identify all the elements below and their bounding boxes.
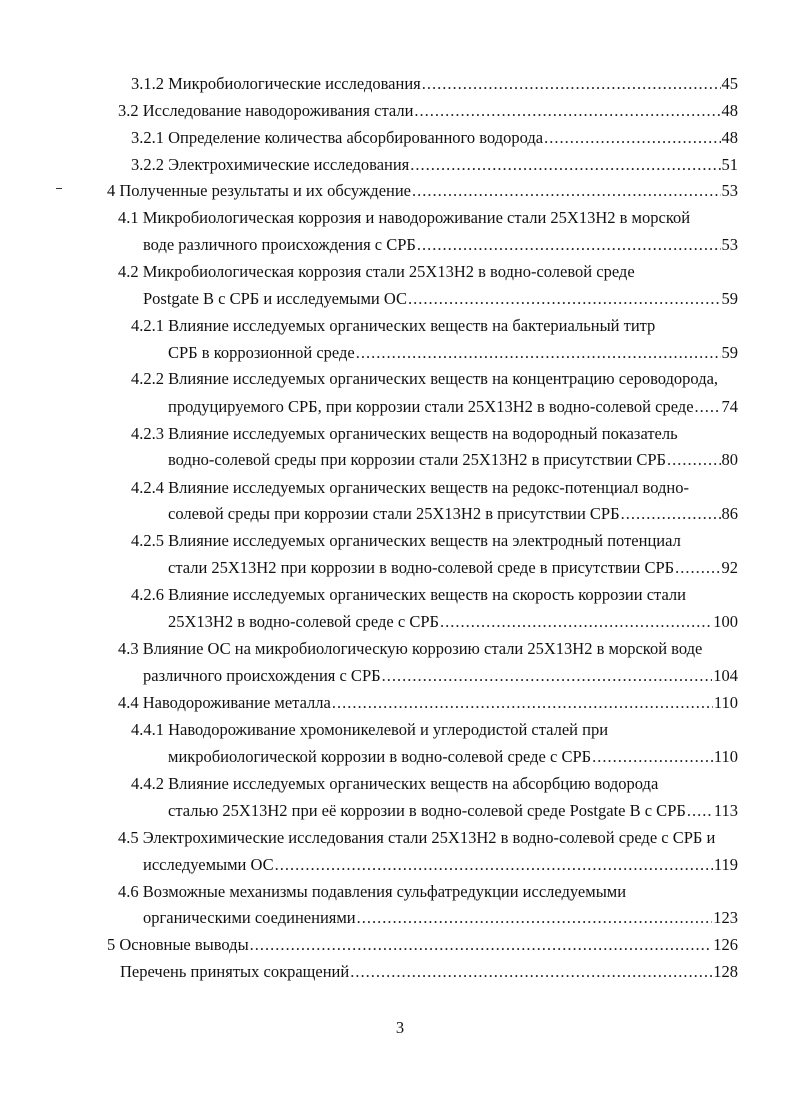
toc-entry-line1: 4.2.3 Влияние исследуемых органических веществ на водородный показатель: [131, 424, 678, 443]
leader-dots: [357, 907, 713, 929]
leader-dots: [417, 234, 721, 256]
toc-entry-line1: 4.2.1 Влияние исследуемых органических веществ на бактериальный титр: [131, 316, 656, 335]
leader-dots: [250, 934, 713, 956]
leader-dots: [382, 665, 713, 687]
toc-entry-line1: 4.2.2 Влияние исследуемых органических веществ на концентрацию сероводорода,: [131, 369, 719, 388]
leader-dots: [408, 288, 721, 310]
toc-entry-line1: 4.6 Возможные механизмы подавления сульфатредукции исследуемыми: [118, 882, 627, 901]
toc-entry: СРБ в коррозионной среде ..... 59: [168, 342, 738, 364]
toc-entry-line1: 4.2.4 Влияние исследуемых органических веществ на редокс-потенциал водно-: [131, 478, 689, 497]
leader-dots: [412, 180, 720, 202]
leader-dots: [414, 100, 720, 122]
toc-entry: водно-солевой среды при коррозии стали 25Х13Н2 в присутствии СРБ ..... 80: [168, 449, 738, 471]
toc-entry: 3.1.2 Микробиологические исследования ..... 45: [131, 73, 738, 95]
leader-dots: [275, 854, 713, 876]
toc-entry: сталью 25Х13Н2 при её коррозии в водно-солевой среде Postgate B с СРБ ..... 113: [168, 800, 738, 822]
leader-dots: [332, 692, 713, 714]
toc-entry-line1: 4.4.1 Наводороживание хромоникелевой и углеродистой сталей при: [131, 720, 609, 739]
toc-entry: стали 25Х13Н2 при коррозии в водно-солевой среде в присутствии СРБ ..... 92: [168, 557, 738, 579]
toc-entry-line1: 4.1 Микробиологическая коррозия и наводороживание стали 25Х13Н2 в морской: [118, 208, 691, 227]
toc-entry: 25Х13Н2 в водно-солевой среде с СРБ ..... 100: [168, 611, 738, 633]
leader-dots: [356, 342, 721, 364]
margin-mark: [56, 188, 62, 189]
page-number: 3: [395, 1018, 405, 1037]
toc-entry-line1: 4.3 Влияние ОС на микробиологическую коррозию стали 25Х13Н2 в морской воде: [118, 639, 703, 658]
toc-entry-line1: 4.2.5 Влияние исследуемых органических веществ на электродный потенциал: [131, 531, 681, 550]
toc-entry: воде различного происхождения с СРБ ..... 53: [143, 234, 738, 256]
toc-entry: микробиологической коррозии в водно-солевой среде с СРБ ..... 110: [168, 746, 738, 768]
leader-dots: [544, 127, 720, 149]
leader-dots: [675, 557, 720, 579]
toc-entry: различного происхождения с СРБ ..... 104: [143, 665, 738, 687]
leader-dots: [667, 449, 721, 471]
toc-entry: продуцируемого СРБ, при коррозии стали 25Х13Н2 в водно-солевой среде ..... 74: [168, 396, 738, 418]
toc-entry: 5 Основные выводы ..... 126: [107, 934, 738, 956]
leader-dots: [695, 396, 721, 418]
leader-dots: [592, 746, 713, 768]
toc-entry: 3.2.1 Определение количества абсорбированного водорода ..... 48: [131, 127, 738, 149]
toc-entry-line1: 4.5 Электрохимические исследования стали 25Х13Н2 в водно-солевой среде с СРБ и: [118, 828, 716, 847]
toc-entry: 3.2 Исследование наводороживания стали ..... 48: [118, 100, 738, 122]
toc-entry: Перечень принятых сокращений ..... 128: [120, 961, 738, 983]
leader-dots: [687, 800, 713, 822]
leader-dots: [410, 154, 720, 176]
leader-dots: [422, 73, 721, 95]
toc-entry: 4.4 Наводороживание металла ..... 110: [118, 692, 738, 714]
toc-entry: органическими соединениями ..... 123: [143, 907, 738, 929]
toc-entry: солевой среды при коррозии стали 25Х13Н2 в присутствии СРБ ..... 86: [168, 503, 738, 525]
toc-entry: 3.2.2 Электрохимические исследования ..... 51: [131, 154, 738, 176]
toc-entry: исследуемыми ОС ..... 119: [143, 854, 738, 876]
toc-entry-line1: 4.2.6 Влияние исследуемых органических веществ на скорость коррозии стали: [131, 585, 686, 604]
toc-entry: Postgate B с СРБ и исследуемыми ОС ..... 59: [143, 288, 738, 310]
toc-entry-line1: 4.4.2 Влияние исследуемых органических веществ на абсорбцию водорода: [131, 774, 659, 793]
leader-dots: [440, 611, 712, 633]
toc-entry: 4 Полученные результаты и их обсуждение ..... 53: [107, 180, 738, 202]
leader-dots: [621, 503, 721, 525]
leader-dots: [350, 961, 712, 983]
toc-entry-line1: 4.2 Микробиологическая коррозия стали 25Х13Н2 в водно-солевой среде: [118, 262, 635, 281]
